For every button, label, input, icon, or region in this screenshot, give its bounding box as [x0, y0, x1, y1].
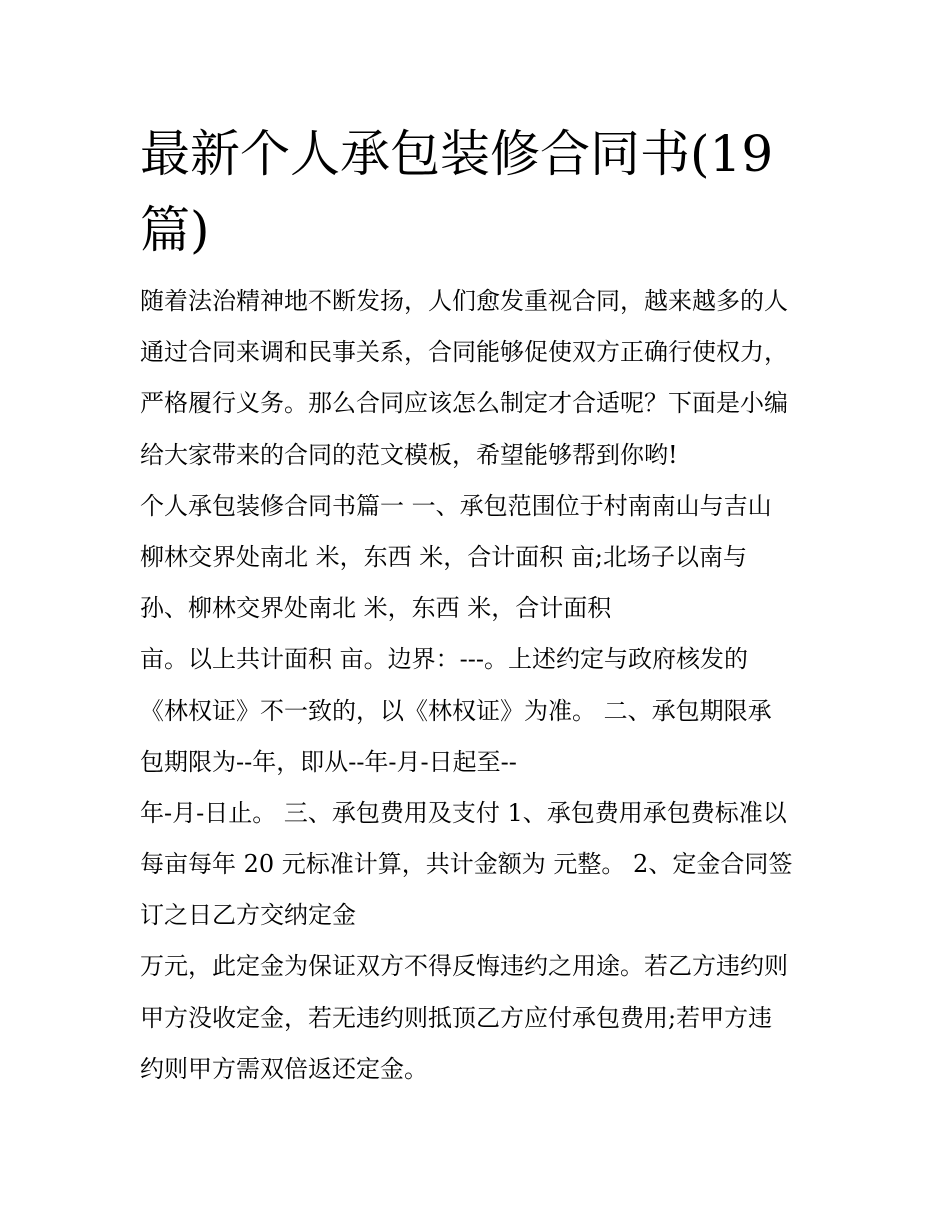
body-line: 包期限为--年，即从--年-月-日起至--: [140, 747, 517, 776]
document-title: [140, 116, 820, 268]
body-line: 年-月-日止。 三、承包费用及支付 1、承包费用承包费标准以: [140, 798, 787, 827]
title-line: 最新个人承包装修合同书(19: [140, 125, 774, 183]
body-line: 每亩每年 20 元标准计算，共计金额为 元整。 2、定金合同签: [140, 850, 793, 879]
document-body: [140, 276, 820, 1095]
body-line: 《林权证》不一致的，以《林权证》为准。 二、承包期限承: [140, 696, 772, 725]
title-line: 篇): [140, 201, 210, 259]
body-line: 甲方没收定金，若无违约则抵顶乙方应付承包费用;若甲方违: [140, 1003, 773, 1032]
body-line: 柳林交界处南北 米，东西 米，合计面积 亩;北场子以南与: [140, 542, 747, 571]
body-line: 亩。以上共计面积 亩。边界：---。上述约定与政府核发的: [140, 645, 748, 674]
body-line: 给大家带来的合同的范文模板，希望能够帮到你哟!: [140, 440, 678, 469]
body-line: 严格履行义务。那么合同应该怎么制定才合适呢？下面是小编: [140, 389, 788, 418]
body-line: 约则甲方需双倍返还定金。: [140, 1054, 428, 1083]
body-line: 个人承包装修合同书篇一 一、承包范围位于村南南山与吉山: [140, 491, 772, 520]
body-line: 万元，此定金为保证双方不得反悔违约之用途。若乙方违约则: [140, 952, 788, 981]
body-line: 通过合同来调和民事关系，合同能够促使双方正确行使权力，: [140, 338, 788, 367]
body-line: 孙、柳林交界处南北 米，东西 米，合计面积: [140, 594, 612, 623]
body-line: 订之日乙方交纳定金: [140, 901, 356, 930]
body-line: 随着法治精神地不断发扬，人们愈发重视合同，越来越多的人: [140, 287, 788, 315]
